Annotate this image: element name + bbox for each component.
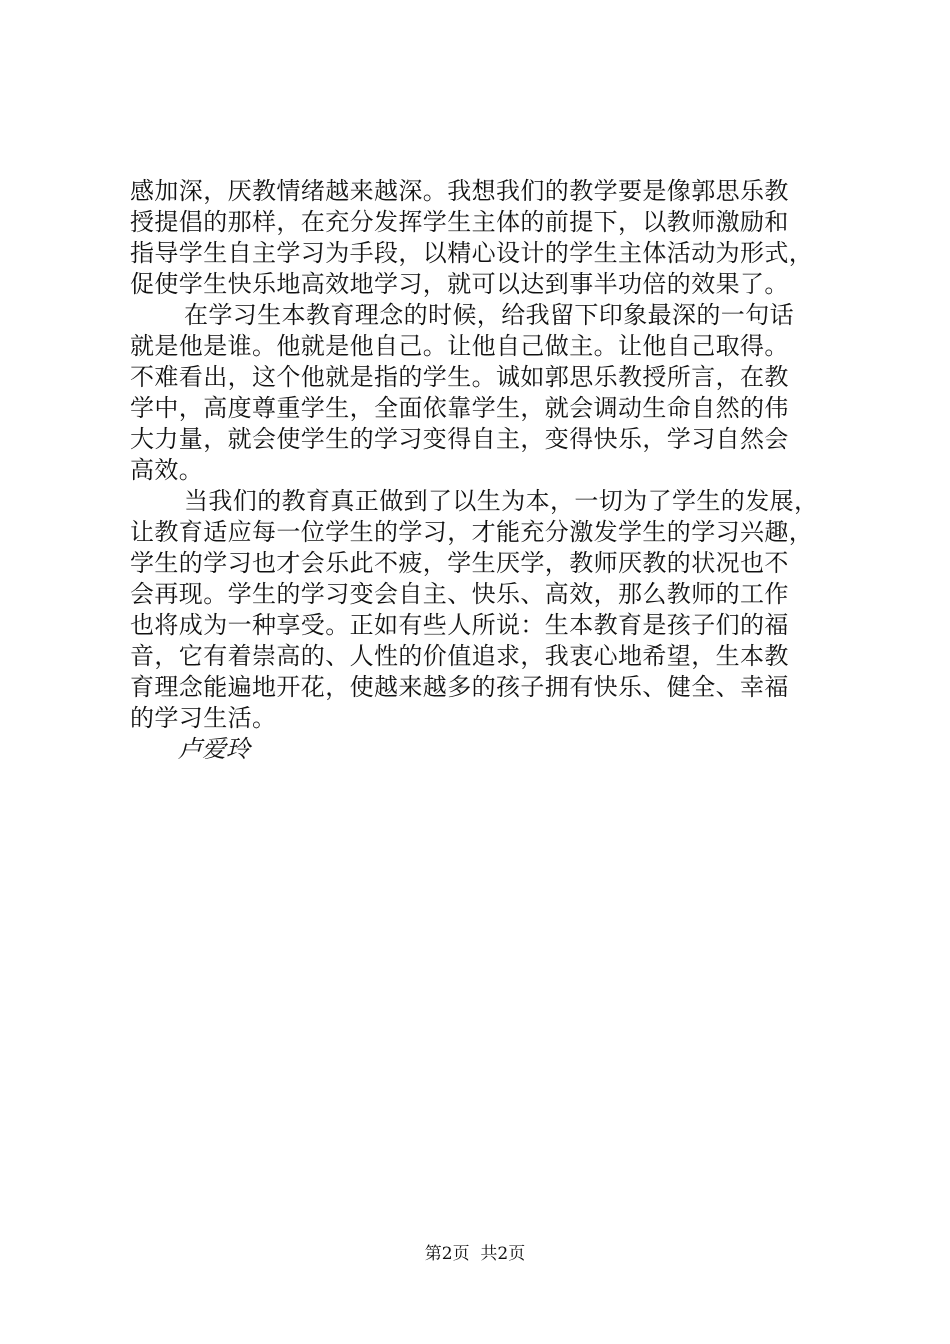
text-line: 不难看出，这个他就是指的学生。诚如郭思乐教授所言，在教 — [130, 363, 789, 391]
text-line: 的学习生活。 — [130, 704, 277, 732]
text-line: 指导学生自主学习为手段，以精心设计的学生主体活动为形式， — [130, 239, 814, 267]
text-line: 音，它有着崇高的、人性的价值追求，我衷心地希望，生本教 — [130, 642, 789, 670]
text-line: 促使学生快乐地高效地学习，就可以达到事半功倍的效果了。 — [130, 270, 789, 298]
page-footer — [0, 1243, 950, 1265]
text-line: 高效。 — [130, 456, 204, 484]
author-signature: 卢爱玲 — [178, 735, 250, 763]
paragraph-start-line: 在学习生本教育理念的时候，给我留下印象最深的一句话 — [184, 301, 794, 329]
text-line: 让教育适应每一位学生的学习，才能充分激发学生的学习兴趣， — [130, 518, 814, 546]
text-line: 就是他是谁。他就是他自己。让他自己做主。让他自己取得。 — [130, 332, 789, 360]
text-line: 感加深，厌教情绪越来越深。我想我们的教学要是像郭思乐教 — [130, 177, 789, 205]
page-number-label: 第2页 共2页 — [424, 1244, 526, 1264]
document-body — [130, 176, 834, 765]
text-line: 大力量，就会使学生的学习变得自主，变得快乐，学习自然会 — [130, 425, 789, 453]
text-line: 学中，高度尊重学生，全面依靠学生，就会调动生命自然的伟 — [130, 394, 789, 422]
text-line: 学生的学习也才会乐此不疲，学生厌学，教师厌教的状况也不 — [130, 549, 789, 577]
paragraph-start-line: 当我们的教育真正做到了以生为本，一切为了学生的发展， — [184, 487, 819, 515]
text-line: 育理念能遍地开花，使越来越多的孩子拥有快乐、健全、幸福 — [130, 673, 789, 701]
text-line: 也将成为一种享受。正如有些人所说：生本教育是孩子们的福 — [130, 611, 789, 639]
text-line: 授提倡的那样，在充分发挥学生主体的前提下，以教师激励和 — [130, 208, 789, 236]
text-line: 会再现。学生的学习变会自主、快乐、高效，那么教师的工作 — [130, 580, 789, 608]
